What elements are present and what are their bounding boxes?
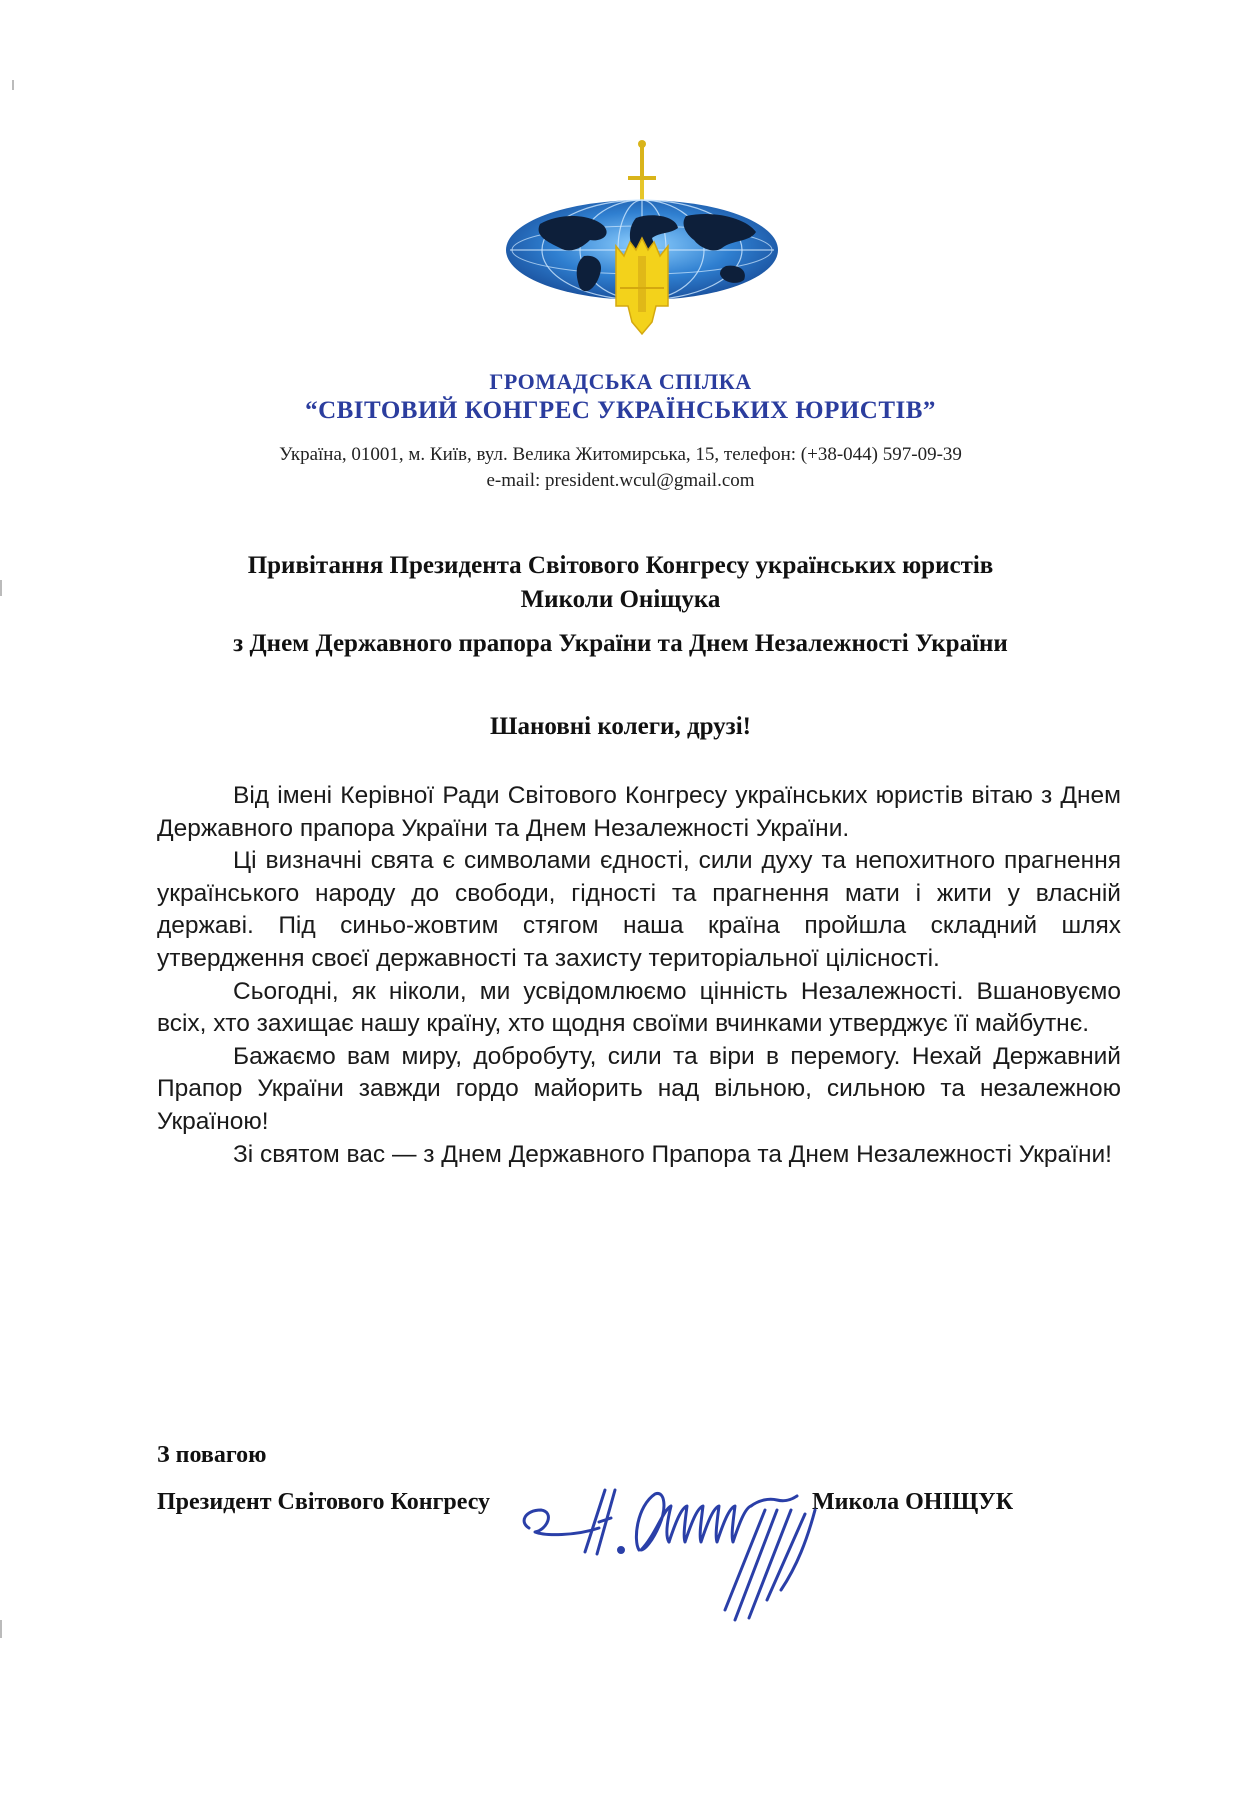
body-paragraph: Зі святом вас — з Днем Державного Прапора та Днем Незалежності України! bbox=[233, 1140, 1112, 1168]
organization-logo bbox=[500, 138, 785, 363]
organization-name: “СВІТОВИЙ КОНГРЕС УКРАЇНСЬКИХ ЮРИСТІВ” bbox=[305, 397, 936, 424]
organization-type: ГРОМАДСЬКА СПІЛКА bbox=[489, 369, 752, 394]
organization-email: e-mail: president.wcul@gmail.com bbox=[486, 470, 755, 491]
closing-regards: З повагою bbox=[157, 1442, 267, 1468]
signer-name: Микола ОНІЩУК bbox=[812, 1489, 1014, 1515]
scan-artifact bbox=[12, 80, 14, 90]
body-paragraph: Бажаємо вам миру, добробуту, сили та віри в перемогу. Нехай Державний Прапор України завжди гордо майорить над вільною, сильною та незалежною Україною! bbox=[157, 1042, 1121, 1135]
letter-body bbox=[157, 780, 1121, 1171]
letter-title-line-1: Привітання Президента Світового Конгресу українських юристів bbox=[247, 552, 994, 579]
body-paragraph: Ці визначні свята є символами єдності, сили духу та непохитного прагнення українського народу до свободи, гідності та прагнення мати і жити у власній державі. Під синьо-жовтим стягом наша країна пройшла складний шлях утвердження своєї державності та захисту територіальної цілісності. bbox=[157, 847, 1121, 972]
body-paragraph: Сьогодні, як ніколи, ми усвідомлюємо цінність Незалежності. Вшановуємо всіх, хто захищає нашу країну, хто щодня своїми вчинками утверджує її майбутнє. bbox=[157, 977, 1121, 1038]
scan-artifact bbox=[0, 1620, 2, 1638]
handwritten-signature-icon bbox=[515, 1470, 875, 1630]
letter-title-line-2: Миколи Оніщука bbox=[520, 586, 721, 613]
letter-title-line-3: з Днем Державного прапора України та Днем Незалежності України bbox=[233, 630, 1008, 657]
scan-artifact bbox=[0, 580, 2, 596]
body-paragraph: Від імені Керівної Ради Світового Конгресу українських юристів вітаю з Днем Державного прапора України та Днем Незалежності України. bbox=[157, 782, 1121, 842]
salutation: Шановні колеги, друзі! bbox=[490, 713, 751, 740]
signer-position: Президент Світового Конгресу bbox=[157, 1489, 491, 1515]
organization-address: Україна, 01001, м. Київ, вул. Велика Житомирська, 15, телефон: (+38-044) 597-09-39 bbox=[279, 444, 962, 465]
